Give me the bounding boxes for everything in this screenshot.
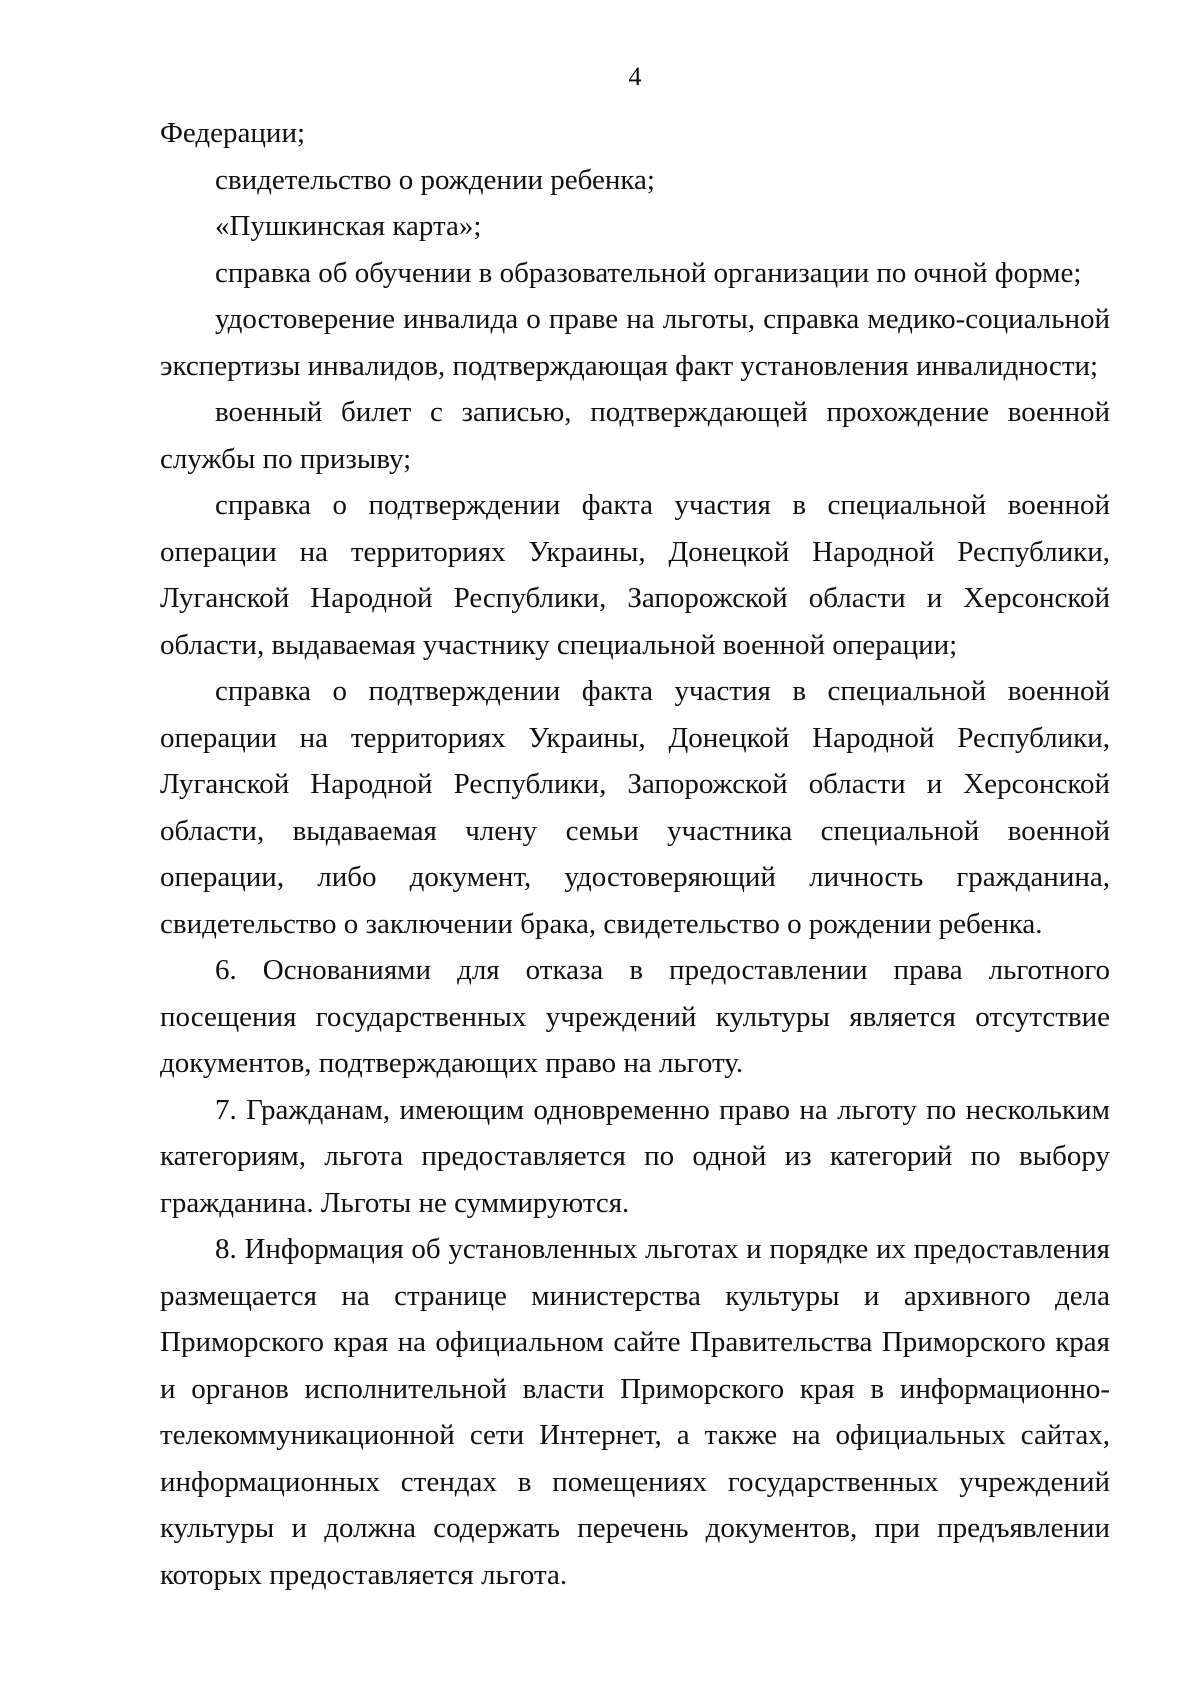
paragraph-pushkin-card: «Пушкинская карта»; [215, 210, 482, 242]
paragraph-continuation: Федерации; [160, 117, 306, 149]
paragraph-svo-participant: справка о подтверждении факта участия в специальной военной операции на территориях Украины, Донецкой Народной Республики, Луганской Народной Республики, Запорожской области и Херсонской области, выдаваемая участнику специальной военной операции; [160, 489, 1110, 661]
document-body [160, 110, 1110, 1598]
paragraph-study-certificate: справка об обучении в образовательной организации по очной форме; [215, 256, 1082, 289]
paragraph-item-7: 7. Гражданам, имеющим одновременно право на льготу по нескольким категориям, льгота предоставляется по одной из категорий по выбору гражданина. Льготы не суммируются. [160, 1093, 1110, 1219]
paragraph-disability-certificate: удостоверение инвалида о праве на льготы, справка медико-социальной экспертизы инвалидов, подтверждающая факт установления инвалидности; [160, 303, 1110, 382]
paragraph-birth-certificate: свидетельство о рождении ребенка; [215, 163, 655, 196]
page-number: 4 [628, 62, 642, 91]
paragraph-item-8: 8. Информация об установленных льготах и порядке их предоставления размещается на странице министерства культуры и архивного дела Приморского края на официальном сайте Правительства Приморского края и органов исполнительной власти Приморского края в информационно-телекоммуникационной сети Интернет, а также на официальных сайтах, информационных стендах в помещениях государственных учреждений культуры и должна содержать перечень документов, при предъявлении которых предоставляется льгота. [160, 1233, 1110, 1591]
paragraph-svo-family-member: справка о подтверждении факта участия в специальной военной операции на территориях Украины, Донецкой Народной Республики, Луганской Народной Республики, Запорожской области и Херсонской области, выдаваемая члену семьи участника специальной военной операции, либо документ, удостоверяющий личность гражданина, свидетельство о заключении брака, свидетельство о рождении ребенка. [160, 675, 1110, 940]
paragraph-item-6: 6. Основаниями для отказа в предоставлении права льготного посещения государственных учреждений культуры является отсутствие документов, подтверждающих право на льготу. [160, 954, 1110, 1079]
paragraph-military-id: военный билет с записью, подтверждающей прохождение военной службы по призыву; [160, 396, 1110, 475]
